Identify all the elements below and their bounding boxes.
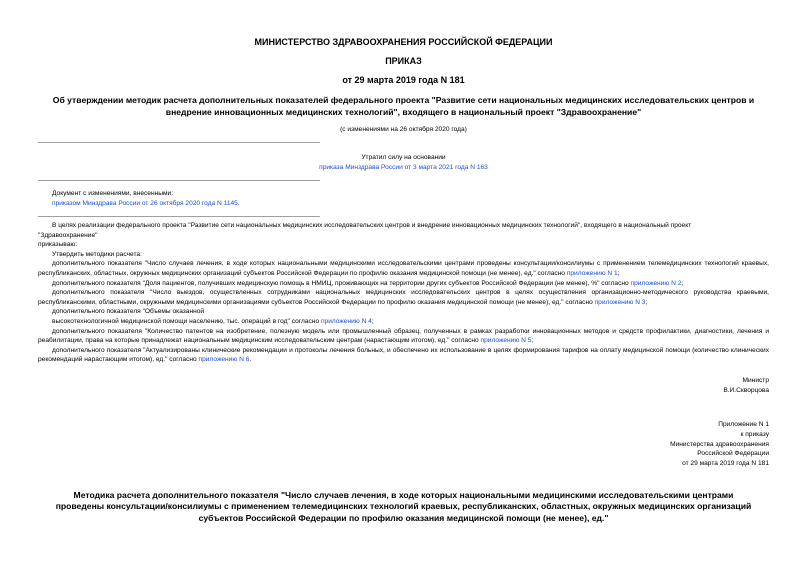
signature-position: Министр — [742, 377, 769, 384]
amendment-order-link[interactable]: приказом Минздрава России от 26 октября 2020 года N 1145 — [52, 200, 238, 207]
methodology-title: Методика расчета дополнительного показателя "Число случаев лечения, в ходе которых национальными медицинскими исследовательскими центрами проведены консультации/консилиумы с применением телемедицинских технологий краевых, республиканских, областных, окружных медицинских организаций субъектов Российской Федерации по профилю оказания медицинской помощи (не менее), ед." — [55, 490, 752, 523]
list-item-part: дополнительного показателя "Объемы оказанной — [52, 308, 205, 316]
title-line-2: внедрение инновационных медицинских технологий", входящего в национальный проект "Здравоохранение" — [165, 106, 642, 117]
divider — [38, 216, 320, 217]
status-text: Утратил силу на основании — [361, 154, 446, 161]
signature-block — [723, 376, 769, 396]
changes-link-row: приказом Минздрава России от 26 октября 2020 года N 1145. — [52, 200, 240, 207]
list-item: дополнительного показателя "Число выездов, осуществленных сотрудниками национальных медицинских исследовательских центров в целях осуществления организационно-методического руководства краевыми, республиканскими, областными, окружными медицинскими организациями субъектов Российской Федерации по профилю оказания медицинской помощи (не менее), ед." согласно приложению N 3; — [38, 289, 769, 306]
approve-line: Утвердить методики расчета: — [52, 250, 142, 258]
signature-name: В.И.Скворцова — [723, 386, 769, 394]
divider — [38, 142, 320, 143]
changes-label: Документ с изменениями, внесенными: — [52, 190, 174, 197]
order-word: приказываю: — [38, 241, 78, 249]
divider — [38, 180, 320, 181]
list-item: дополнительного показателя "Число случаев лечения, в ходе которых национальными медицинскими исследовательскими центрами проведены консультации/консилиумы с применением телемедицинских технологий краевых, республиканских, областных, окружных медицинских организаций субъектов Российской Федерации по профилю оказания медицинской помощи (не менее), ед." согласно приложению N 1; — [38, 260, 769, 277]
amendments-note: (с изменениями на 26 октября 2020 года) — [340, 126, 467, 133]
date-number-heading: от 29 марта 2019 года N 181 — [342, 75, 465, 85]
ministry-heading: МИНИСТЕРСТВО ЗДРАВООХРАНЕНИЯ РОССИЙСКОЙ ФЕДЕРАЦИИ — [254, 37, 553, 47]
appendix-4-link[interactable]: приложению N 4 — [320, 317, 372, 325]
appendix-1-link[interactable]: приложению N 1 — [566, 269, 618, 277]
list-item: дополнительного показателя "Актуализированы клинические рекомендации и протоколы лечения больных, и обеспечено их использование в целях формирования тарифов на оплату медицинской помощи (количество клинических рекомендаций нарастающим итогом), ед." согласно приложению N 6. — [38, 346, 769, 364]
appendix-2-link[interactable]: приложению N 2 — [630, 279, 682, 287]
list-item: дополнительного показателя "Количество патентов на изобретение, полезную модель или промышленный образец, полученных в рамках разработки инновационных методов и средств профилактики, диагностики, лечения и реабилитации, права на которые принадлежат национальным медицинским исследовательским центрам (нарастающим итогом), ед." согласно приложению N 5; — [38, 327, 769, 345]
title-line-1: Об утверждении методик расчета дополнительных показателей федерального проекта "Развитие сети национальных медицинских исследовательских центров и — [52, 95, 755, 105]
appendix-5-link[interactable]: приложению N 5 — [480, 337, 532, 345]
repeal-order-link[interactable]: приказа Минздрава России от 3 марта 2021 года N 163 — [319, 164, 488, 171]
list-item: дополнительного показателя "Доля пациентов, получивших медицинскую помощь в НМИЦ, проживающих на территории других субъектов Российской Федерации (не менее), %" согласно приложению N 2; — [52, 279, 684, 287]
doc-type-heading: ПРИКАЗ — [385, 56, 422, 66]
appendix-header: Приложение N 1 к приказу Министерства здравоохранения Российской Федерации от 29 марта 2019 года N 181 — [670, 421, 769, 468]
appendix-6-link[interactable]: приложению N 6 — [198, 356, 250, 364]
appendix-3-link[interactable]: приложению N 3 — [594, 298, 646, 306]
preamble-line-2: "Здравоохранение" — [38, 231, 98, 239]
document-title — [0, 95, 807, 118]
preamble-line-1: В целях реализации федерального проекта "Развитие сети национальных медицинских исследовательских центров и внедрение инновационных медицинских технологий", входящего в национальный проект — [52, 222, 692, 229]
preamble-paragraph — [38, 221, 769, 365]
list-item: высокотехнологичной медицинской помощи населению, тыс. операций в год" согласно приложению N 4; — [52, 317, 374, 325]
status-link-row — [0, 163, 807, 173]
